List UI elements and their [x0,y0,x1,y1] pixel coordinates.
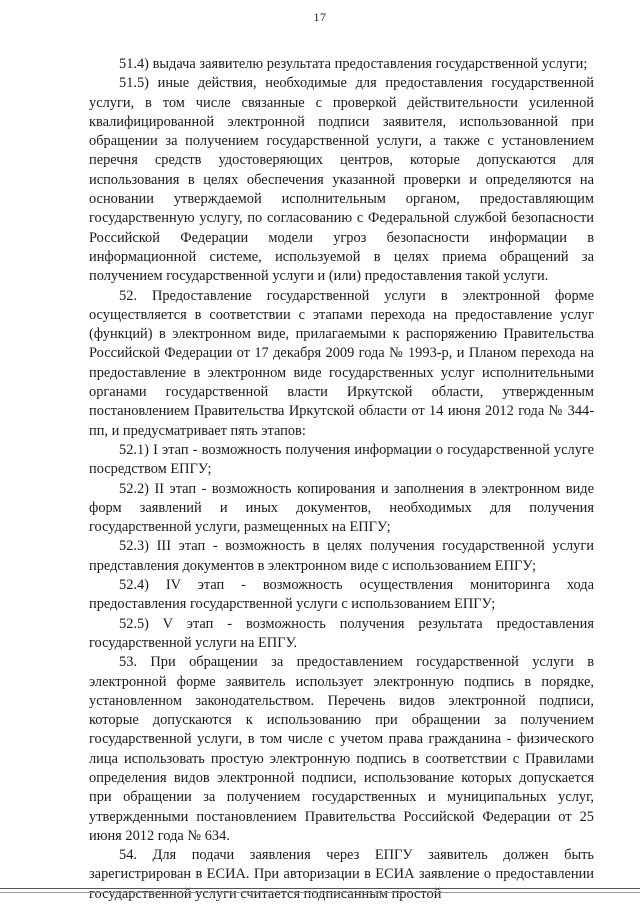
paragraph-52-1: 52.1) I этап - возможность получения информации о государственной услуге посредством ЕПГУ; [89,441,594,478]
paragraph-52: 52. Предоставление государственной услуги в электронной форме осуществляется в соответствии с этапами перехода на предоставление услуг (функций) в электронном виде, прилагаемыми к распоряжению Правительства Российской Федерации от 17 декабря 2009 года № 1993-р, и Планом перехода на предоставление в электронном виде государственных услуг исполнительными органами государственной власти Иркутской области, утвержденным постановлением Правительства Иркутской области от 14 июня 2012 года № 344-пп, и предусматривает пять этапов: [89,287,594,439]
scan-edge-line [0,888,640,889]
paragraph-53: 53. При обращении за предоставлением государственной услуги в электронной форме заявитель использует электронную подпись в порядке, установленном законодательством. Перечень видов электронной подписи, которые допускаются к использованию при обращении за получением государственной услуги, в том числе с учетом права гражданина - физического лица использовать простую электронную подпись в соответствии с Правилами определения видов электронной подписи, использование которых допускается при обращении за получением государственных и муниципальных услуг, утвержденными постановлением Правительства Российской Федерации от 25 июня 2012 года № 634. [89,654,594,844]
paragraph-52-5: 52.5) V этап - возможность получения результата предоставления государственной услуги на ЕПГУ. [89,615,594,651]
scan-edge-line-secondary [0,892,640,893]
paragraph-52-2: 52.2) II этап - возможность копирования и заполнения в электронном виде форм заявлений и иных документов, необходимых для получения государственной услуги, размещенных на ЕПГУ; [89,480,594,536]
paragraph-52-4: 52.4) IV этап - возможность осуществления мониторинга хода предоставления государственной услуги с использованием ЕПГУ; [89,577,594,613]
paragraph-51-4: 51.4) выдача заявителю результата предоставления государственной услуги; [119,56,588,72]
paragraph-51-5: 51.5) иные действия, необходимые для предоставления государственной услуги, в том числе связанные с проверкой действительности усиленной квалифицированной электронной подписи заявителя, использованной при обращении за получением государственной услуги, а также с установлением перечня средств удостоверяющих центров, которые допускаются для использования в целях обеспечения указанной проверки и определяются на основании утверждаемой исполнительным органом, предоставляющим государственную услугу, по согласованию с Федеральной службой безопасности Российской Федерации модели угроз безопасности информации в информационной системе, используемой в целях приема обращений за получением государственной услуги и (или) предоставления такой услуги. [89,75,594,285]
document-body [89,55,594,904]
page-number: 17 [313,10,327,24]
paragraph-52-3: 52.3) III этап - возможность в целях получения государственной услуги представления документов в электронном виде с использованием ЕПГУ; [89,538,594,574]
paragraph-54: 54. Для подачи заявления через ЕПГУ заявитель должен быть зарегистрирован в ЕСИА. При авторизации в ЕСИА заявление о предоставлении государственной услуги считается подписанным простой [89,847,594,902]
